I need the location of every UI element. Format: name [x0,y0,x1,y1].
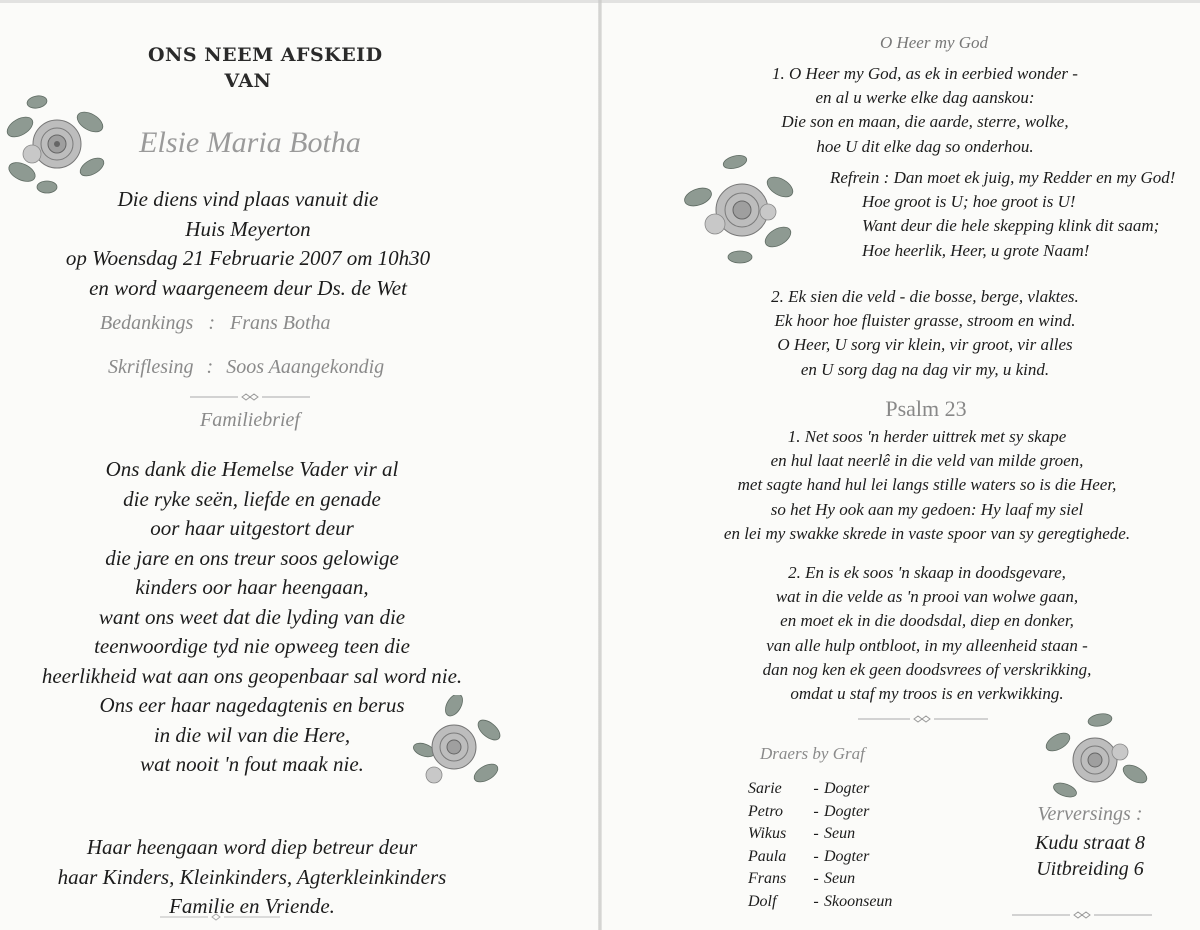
list-item [748,803,892,826]
bearer-sep: - [813,892,819,910]
bearer-sep: - [813,870,819,888]
list-item [748,825,892,848]
psalm-line: met sagte hand hul lei langs stille waters so is die Heer, [737,475,1117,495]
hymn-line: en al u werke elke dag aanskou: [815,88,1035,108]
ornamental-divider [190,392,310,402]
service-line: en word waargeneem deur Ds. de Wet [89,275,407,300]
ornamental-divider [858,714,988,724]
rose-ornament-icon [2,92,112,197]
deceased-name: Elsie Maria Botha [139,126,361,159]
bearer-name: Paula [748,847,787,865]
list-item [748,780,892,803]
psalm-line: van alle hulp ontbloot, in my alleenheid staan - [766,635,1088,655]
letter-line: in die wil van die Here, [153,722,351,747]
service-line: Die diens vind plaas vanuit die [117,187,379,211]
hymn-verse-1 [690,62,1160,159]
program-sep: : [208,312,215,334]
program-item-reading [108,356,428,379]
closing-line: haar Kinders, Kleinkinders, Agterkleinkinders [57,864,447,889]
psalm-line: so het Hy ook aan my gedoen: Hy laaf my siel [770,499,1084,519]
address-line: Kudu straat 8 [1034,832,1146,854]
hymn-line: O Heer, U sorg vir klein, vir groot, vir alles [777,335,1073,355]
psalm-line: 1. Net soos 'n herder uittrek met sy skape [787,427,1067,446]
bearer-name: Frans [748,870,787,888]
letter-line: Ons dank die Hemelse Vader vir al [105,457,399,481]
program-sep: : [206,356,214,378]
refrain-line: Want deur die hele skepping klink dit saam; [862,216,1160,236]
program-label: Skriflesing [108,356,194,378]
top-edge [0,0,1200,3]
bearer-relation: Seun [824,825,856,843]
refrain-line: Refrein : Dan moet ek juig, my Redder en my God! [830,168,1176,187]
bearer-sep: - [813,825,819,843]
bearer-sep: - [813,802,819,820]
hymn-line: 2. Ek sien die veld - die bosse, berge, vlaktes. [771,287,1079,306]
psalm-line: en lei my swakke skrede in vaste spoor van sy geregtighede. [723,523,1131,543]
psalm-line: 2. En is ek soos 'n skaap in doodsgevare, [788,563,1066,582]
page-fold [598,0,602,930]
bearer-name: Dolf [748,892,777,910]
psalm-line: en moet ek in die doodsdal, diep en donker, [780,611,1074,631]
hymn-verse-2 [690,285,1160,382]
psalm-line: omdat u staf my troos is en verkwikking. [790,684,1064,704]
bearer-sep: - [813,780,819,797]
hymn-line: 1. O Heer my God, as ek in eerbied wonder - [772,64,1078,83]
list-item [748,893,892,916]
hymn-title: O Heer my God [879,33,989,52]
farewell-heading [148,44,383,92]
list-item [748,848,892,871]
address-line: Uitbreiding 6 [1036,858,1144,880]
refreshments-title: Verversings : [1037,803,1143,825]
psalm-verse-1 [700,425,1154,546]
refreshments-address [1010,830,1170,882]
letter-line: heerlikheid wat aan ons geopenbaar sal word nie. [41,663,463,688]
psalm-line: dan nog ken ek geen doodsvrees of verskrikking, [762,659,1092,679]
hymn-line: Die son en maan, die aarde, sterre, wolke, [781,112,1069,132]
closing-line: Familie en Vriende. [169,894,335,918]
heading-line: ONS NEEM AFSKEID [148,44,383,66]
bearer-relation: Skoonseun [824,892,893,910]
rose-ornament-icon [1040,712,1150,804]
rose-ornament-icon [680,152,800,267]
hymn-line: en U sorg dag na dag vir my, u kind. [800,359,1050,379]
bearers-list [748,780,892,916]
letter-line: Ons eer haar nagedagtenis en berus [99,693,405,717]
bearer-relation: Dogter [824,802,870,820]
program-value: Soos Aaangekondig [226,356,385,378]
psalm-line: en hul laat neerlê in die veld van milde groen, [770,451,1084,471]
letter-line: want ons weet dat die lyding van die [98,604,406,629]
family-letter-title: Familiebrief [200,409,300,431]
list-item [748,870,892,893]
letter-line: die jare en ons treur soos gelowige [105,545,399,570]
bearers-title: Draers by Graf [760,744,865,763]
bearer-name: Sarie [748,780,782,797]
ornamental-divider [160,912,280,922]
letter-line: teenwoordige tyd nie opweeg teen die [94,634,410,658]
psalm-title: Psalm 23 [885,396,967,421]
hymn-line: hoe U dit elke dag so onderhou. [816,136,1034,156]
ornamental-divider [1012,910,1152,920]
hymn-line: Ek hoor hoe fluister grasse, stroom en wind. [774,311,1076,331]
letter-line: wat nooit 'n fout maak nie. [140,752,364,776]
psalm-line: wat in die velde as 'n prooi van wolwe gaan, [775,587,1079,607]
service-details [0,185,496,303]
program-label: Bedankings [100,312,194,334]
bearer-relation: Seun [824,870,856,888]
bearer-name: Petro [748,802,783,820]
refrain-line: Hoe heerlik, Heer, u grote Naam! [862,240,1090,260]
bearer-relation: Dogter [824,847,870,865]
service-line: Huis Meyerton [185,216,311,241]
rose-ornament-icon [404,695,504,795]
hymn-refrain [830,166,1200,263]
closing-note [0,833,504,922]
refrain-line: Hoe groot is U; hoe groot is U! [862,192,1076,212]
closing-line: Haar heengaan word diep betreur deur [86,835,418,859]
letter-line: kinders oor haar heengaan, [135,575,369,599]
bearer-relation: Dogter [824,780,870,797]
letter-line: oor haar uitgestort deur [150,516,354,540]
bearer-sep: - [813,847,819,865]
psalm-verse-2 [700,561,1154,706]
bearer-name: Wikus [748,825,787,843]
heading-line: VAN [224,70,272,92]
letter-line: die ryke seën, liefde en genade [123,486,381,511]
program-item-thanks [100,312,360,335]
service-line: op Woensdag 21 Februarie 2007 om 10h30 [65,246,431,270]
program-value: Frans Botha [229,312,331,334]
